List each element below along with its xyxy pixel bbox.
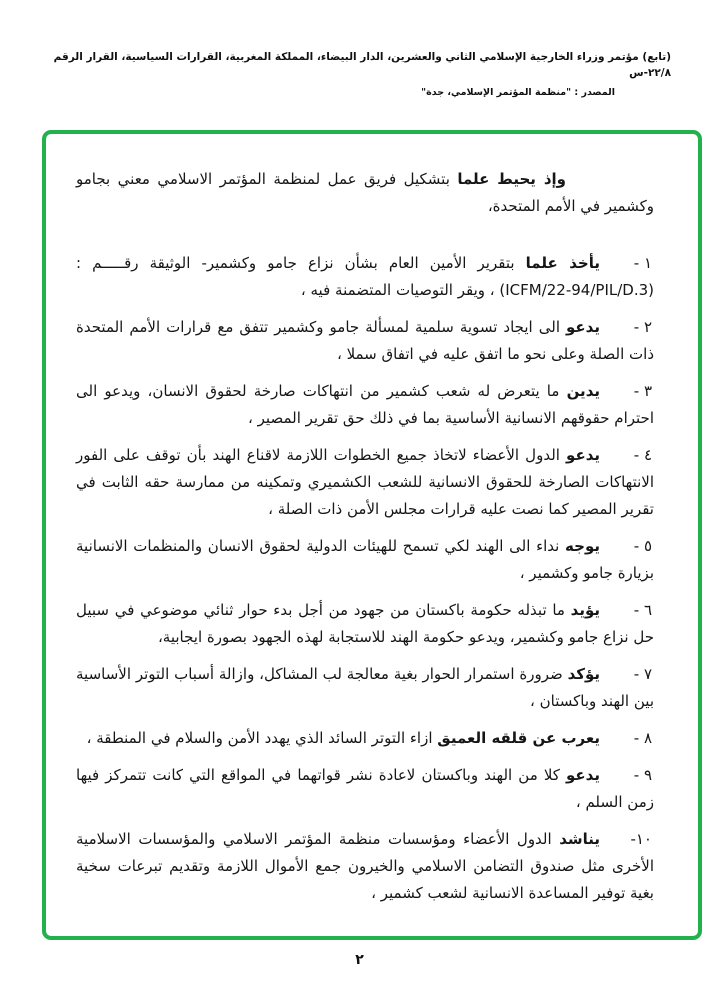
- item-lead: يدين: [566, 382, 600, 400]
- item-rest: نداء الى الهند لكي تسمح للهيئات الدولية لحقوق الانسان والمنظمات الانسانية بزيارة جامو وكشمير ،: [76, 537, 654, 582]
- green-border-box: [42, 130, 702, 940]
- document-header: [44, 50, 671, 98]
- list-item: [76, 533, 654, 587]
- item-lead: يأخذ علما: [525, 254, 600, 272]
- list-item: [76, 442, 654, 523]
- header-source-line: (تابع) مؤتمر وزراء الخارجية الإسلامي الثاني والعشرين، الدار البيضاء، المملكة المغربية، القرارات السياسية، القرار الرقم ٢٢/٨-س: [53, 51, 671, 79]
- item-lead: يدعو: [566, 766, 600, 784]
- item-number: ١ -: [633, 254, 652, 272]
- intro-paragraph: [76, 166, 654, 220]
- list-item: [76, 762, 654, 816]
- item-text: [76, 826, 654, 907]
- item-rest: كلا من الهند وباكستان لاعادة نشر قواتهما في المواقع التي كانت تتمركز فيها زمن السلم ،: [76, 766, 654, 811]
- item-rest: الدول الأعضاء لاتخاذ جميع الخطوات اللازمة لاقناع الهند بأن توقف على الفور الانتهاكات الصارخة للحقوق الانسانية للشعب الكشميري وتمكينه من ممارسة حقه الثابت في تقرير المصير كما نصت عليه قرارات مجلس الأمن ذات الصلة ،: [76, 446, 654, 518]
- header-publisher-line: المصدر : "منظمة المؤتمر الإسلامي، جدة": [421, 86, 615, 98]
- item-text: [76, 762, 654, 816]
- item-text: [76, 661, 654, 715]
- list-item: [76, 597, 654, 651]
- item-rest: الى ايجاد تسوية سلمية لمسألة جامو وكشمير تتفق مع قرارات الأمم المتحدة ذات الصلة وعلى نحو ما اتفق عليه في اتفاق سملا ،: [76, 318, 654, 363]
- item-text: [76, 314, 654, 368]
- item-number: ١٠-: [630, 830, 652, 848]
- list-item: [76, 826, 654, 907]
- page-number: ٢: [355, 952, 364, 968]
- item-text: [76, 597, 654, 651]
- item-number: ٣ -: [633, 382, 652, 400]
- list-item: [76, 725, 654, 752]
- list-item: [76, 250, 654, 304]
- item-lead: يدعو: [566, 318, 600, 336]
- item-rest: الدول الأعضاء ومؤسسات منظمة المؤتمر الاسلامي والمؤسسات الاسلامية الأخرى مثل صندوق التضامن الاسلامي والخيرون جمع الأموال اللازمة وتقديم تبرعات سخية بغية توفير المساعدة الانسانية لشعب كشمير ،: [76, 830, 654, 902]
- item-number: ٤ -: [633, 446, 652, 464]
- list-item: [76, 378, 654, 432]
- item-lead: يؤيد: [570, 601, 600, 619]
- item-lead: يدعو: [566, 446, 600, 464]
- item-number: ٢ -: [633, 318, 652, 336]
- item-rest: ما يتعرض له شعب كشمير من انتهاكات صارخة لحقوق الانسان، ويدعو الى احترام حقوقهم الانسانية الأساسية بما في ذلك حق تقرير المصير ،: [76, 382, 654, 427]
- item-lead: يعرب عن قلقه العميق: [437, 729, 600, 747]
- item-number: ٦ -: [633, 601, 652, 619]
- item-text: [76, 250, 654, 304]
- item-rest: ضرورة استمرار الحوار بغية معالجة لب المشاكل، وازالة أسباب التوتر الأساسية بين الهند وباكستان ،: [76, 665, 654, 710]
- item-number: ٥ -: [633, 537, 652, 555]
- list-item: [76, 314, 654, 368]
- item-lead: يؤكد: [567, 665, 600, 683]
- intro-rest-text: بتشكيل فريق عمل لمنظمة المؤتمر الاسلامي معني بجامو وكشمير في الأمم المتحدة،: [76, 170, 654, 215]
- item-text: [76, 378, 654, 432]
- list-item: [76, 661, 654, 715]
- item-rest: بتقرير الأمين العام بشأن نزاع جامو وكشمير- الوثيقة رقـــــم : (ICFM/22-94/PIL/D.3) ، ويقر التوصيات المتضمنة فيه ،: [76, 254, 654, 299]
- item-number: ٧ -: [633, 665, 652, 683]
- item-rest: ما تبذله حكومة باكستان من جهود من أجل بدء حوار ثنائي موضوعي في سبيل حل نزاع جامو وكشمير، ويدعو حكومة الهند للاستجابة لهذه الجهود بصورة ايجابية،: [76, 601, 654, 646]
- item-text: [76, 533, 654, 587]
- item-number: ٨ -: [633, 729, 652, 747]
- item-lead: يوجه: [565, 537, 600, 555]
- item-number: ٩ -: [633, 766, 652, 784]
- intro-lead-text: وإذ يحيط علما: [457, 170, 566, 188]
- item-lead: يناشد: [559, 830, 600, 848]
- item-text: [76, 442, 654, 523]
- item-rest: ازاء التوتر السائد الذي يهدد الأمن والسلام في المنطقة ،: [86, 729, 433, 747]
- item-text: [76, 725, 654, 752]
